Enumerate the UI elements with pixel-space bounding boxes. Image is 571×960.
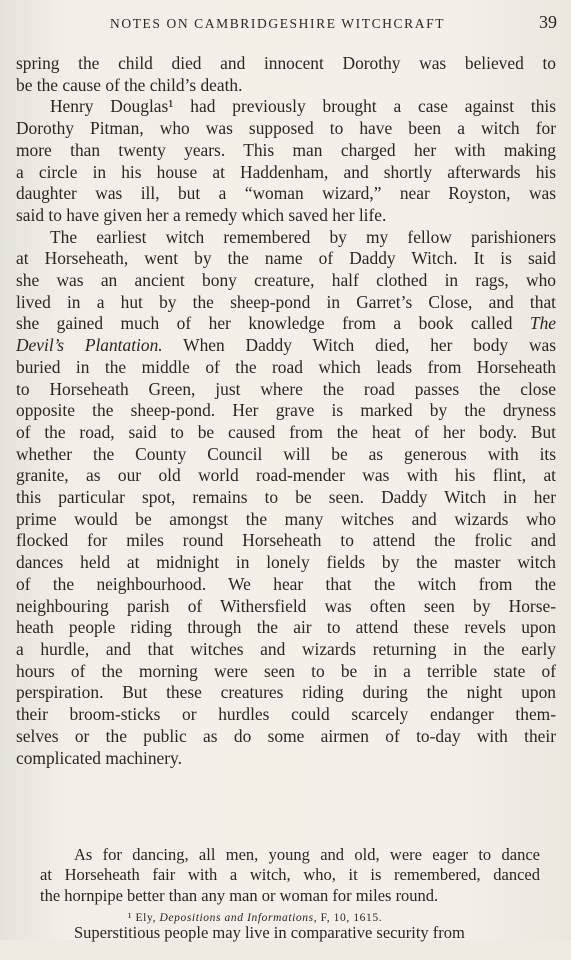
book-title-italic: Devil’s Plantation. xyxy=(16,335,163,356)
footnote-italic-title: Depositions and Informations xyxy=(159,912,314,924)
text-line: heath people riding through the air to attend these revels upon xyxy=(16,617,556,638)
footnote xyxy=(128,912,382,924)
text-line: Dorothy Pitman, who was supposed to have been a witch for xyxy=(16,118,556,139)
paragraph-1 xyxy=(16,53,556,96)
text-line: the hornpipe better than any man or woman for miles round. xyxy=(40,885,439,905)
text-line: neighbouring parish of Withersfield was often seen by Horse- xyxy=(16,595,556,616)
text-line: of the road, said to be caused from the heat of her body. But xyxy=(16,421,556,442)
text-line: hours of the morning were seen to be in a terrible state of xyxy=(16,660,556,681)
page-number: 39 xyxy=(539,12,557,32)
text-line: at Horseheath fair with a witch, who, it is remembered, danced xyxy=(40,865,540,884)
text-line: this particular spot, remains to be seen. Daddy Witch in her xyxy=(16,487,556,508)
text-line: granite, as our old world road-mender was with his flint, at xyxy=(16,465,556,486)
book-title-italic: The xyxy=(529,313,556,334)
text-line: Devil’s Plantation. When Daddy Witch died, her body was xyxy=(16,335,556,356)
footnote-prefix: Ely, xyxy=(135,912,160,924)
text-line: a hurdle, and that witches and wizards returning in the early xyxy=(16,638,556,659)
text-line: to Horseheath Green, just where the road passes the close xyxy=(16,378,556,399)
text-line: more than twenty years. This man charged her with making xyxy=(16,139,556,160)
page-header xyxy=(60,12,557,38)
footnote-suffix: , F, 10, 1615. xyxy=(313,912,383,924)
text-line: lived in a hut by the sheep-pond in Garret’s Close, and that xyxy=(16,291,556,312)
text-line: perspiration. But these creatures riding during the night upon xyxy=(16,682,556,703)
text-line: Henry Douglas¹ had previously brought a case against this xyxy=(50,96,556,117)
text-line: be the cause of the child’s death. xyxy=(16,74,243,95)
text-line: a circle in his house at Haddenham, and shortly afterwards his xyxy=(16,161,556,182)
text-line: whether the County Council will be as generous with its xyxy=(16,443,556,464)
text-line: buried in the middle of the road which leads from Horseheath xyxy=(16,356,556,377)
text-line: complicated machinery. xyxy=(16,747,182,768)
paragraph-4 xyxy=(40,845,540,907)
main-text xyxy=(16,53,556,769)
paragraph-2 xyxy=(16,96,556,226)
text-line: at Horseheath, went by the name of Daddy Witch. It is said xyxy=(16,248,556,269)
text-line: flocked for miles round Horseheath to attend the frolic and xyxy=(16,530,556,551)
paragraph-3 xyxy=(16,227,556,770)
running-head: NOTES ON CAMBRIDGESHIRE WITCHCRAFT xyxy=(110,16,446,31)
text-line: she was an ancient bony creature, half clothed in rags, who xyxy=(16,270,556,291)
text-line: The earliest witch remembered by my fellow parishioners xyxy=(50,226,556,247)
text-line: dances held at midnight in lonely fields by the master witch xyxy=(16,552,556,573)
text-line: spring the child died and innocent Dorothy was believed to xyxy=(16,53,556,73)
text-line: opposite the sheep-pond. Her grave is marked by the dryness xyxy=(16,400,556,421)
text-line: Superstitious people may live in comparative security from xyxy=(74,922,465,942)
text-line: prime would be amongst the many witches and wizards who xyxy=(16,508,556,529)
text-line: As for dancing, all men, young and old, were eager to dance xyxy=(74,844,540,864)
text-line: daughter was ill, but a “woman wizard,” near Royston, was xyxy=(16,183,556,204)
text-line: she gained much of her knowledge from a book called The xyxy=(16,313,556,334)
text-line: said to have given her a remedy which saved her life. xyxy=(16,204,387,225)
text-line: selves or the public as do some airmen of to-day with their xyxy=(16,725,556,746)
footnote-marker: ¹ xyxy=(128,912,133,924)
text-line: their broom-sticks or hurdles could scarcely endanger them- xyxy=(16,704,556,725)
text-line: of the neighbourhood. We hear that the witch from the xyxy=(16,573,556,594)
